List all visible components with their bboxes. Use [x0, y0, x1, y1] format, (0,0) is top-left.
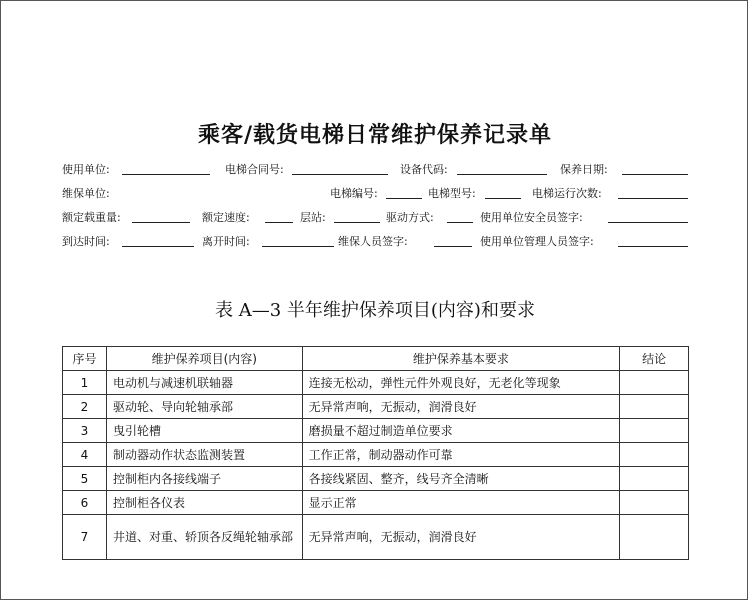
- field-label-contract-no: 电梯合同号:: [225, 163, 284, 176]
- field-label-elevator-model: 电梯型号:: [428, 187, 476, 200]
- header-requirement: 维护保养基本要求: [302, 347, 620, 371]
- row-no: 6: [63, 491, 107, 515]
- row-no: 2: [63, 395, 107, 419]
- blank-contract-no: [292, 162, 388, 175]
- blank-drive-type: [447, 210, 473, 223]
- row-result[interactable]: [620, 419, 689, 443]
- field-label-elevator-no: 电梯编号:: [330, 187, 378, 200]
- row-item: 井道、对重、轿顶各反绳轮轴承部: [106, 515, 302, 560]
- table-header-row: [63, 347, 689, 371]
- field-label-device-code: 设备代码:: [400, 163, 448, 176]
- blank-maint-date: [622, 162, 688, 175]
- document-title: 乘客/载货电梯日常维护保养记录单: [197, 122, 553, 148]
- row-no: 7: [63, 515, 107, 560]
- table-row: [63, 371, 689, 395]
- blank-user-unit: [122, 162, 210, 175]
- row-item: 控制柜内各接线端子: [106, 467, 302, 491]
- field-label-maint-date: 保养日期:: [560, 163, 608, 176]
- row-requirement: 无异常声响，无振动，润滑良好: [302, 515, 620, 560]
- field-label-departure-time: 离开时间:: [202, 235, 250, 248]
- row-requirement: 显示正常: [302, 491, 620, 515]
- row-item: 曳引轮槽: [106, 419, 302, 443]
- field-label-maint-unit: 维保单位:: [62, 187, 110, 200]
- table-caption: 表 A—3 半年维护保养项目(内容)和要求: [215, 300, 535, 321]
- blank-rated-load: [132, 210, 190, 223]
- header-row-2: [62, 186, 689, 202]
- blank-safety-officer-sign: [608, 210, 688, 223]
- row-result[interactable]: [620, 443, 689, 467]
- blank-device-code: [457, 162, 547, 175]
- field-label-rated-load: 额定载重量:: [62, 211, 121, 224]
- blank-run-count: [618, 186, 688, 199]
- field-label-manager-sign: 使用单位管理人员签字:: [480, 235, 594, 248]
- header-item: 维护保养项目(内容): [106, 347, 302, 371]
- field-label-run-count: 电梯运行次数:: [532, 187, 602, 200]
- table-row: [63, 443, 689, 467]
- row-requirement: 无异常声响，无振动，润滑良好: [302, 395, 620, 419]
- row-item: 制动器动作状态监测装置: [106, 443, 302, 467]
- row-no: 5: [63, 467, 107, 491]
- field-label-rated-speed: 额定速度:: [202, 211, 250, 224]
- table-row: [63, 395, 689, 419]
- blank-arrival-time: [122, 234, 194, 247]
- row-result[interactable]: [620, 467, 689, 491]
- maintenance-items-table: [62, 346, 689, 560]
- row-requirement: 各接线紧固、整齐，线号齐全清晰: [302, 467, 620, 491]
- blank-manager-sign: [618, 234, 688, 247]
- row-item: 电动机与减速机联轴器: [106, 371, 302, 395]
- field-label-floors: 层站:: [300, 211, 326, 224]
- header-row-4: [62, 234, 689, 250]
- field-label-safety-officer-sign: 使用单位安全员签字:: [480, 211, 583, 224]
- row-result[interactable]: [620, 395, 689, 419]
- row-item: 控制柜各仪表: [106, 491, 302, 515]
- blank-floors: [334, 210, 380, 223]
- row-no: 1: [63, 371, 107, 395]
- header-no: 序号: [63, 347, 107, 371]
- blank-maintainer-sign: [434, 234, 472, 247]
- row-no: 3: [63, 419, 107, 443]
- table-row: [63, 419, 689, 443]
- blank-rated-speed: [265, 210, 293, 223]
- row-requirement: 连接无松动，弹性元件外观良好，无老化等现象: [302, 371, 620, 395]
- blank-elevator-model: [485, 186, 521, 199]
- row-requirement: 工作正常，制动器动作可靠: [302, 443, 620, 467]
- field-label-user-unit: 使用单位:: [62, 163, 110, 176]
- field-label-arrival-time: 到达时间:: [62, 235, 110, 248]
- blank-elevator-no: [386, 186, 422, 199]
- row-requirement: 磨损量不超过制造单位要求: [302, 419, 620, 443]
- header-result: 结论: [620, 347, 689, 371]
- field-label-drive-type: 驱动方式:: [386, 211, 434, 224]
- row-result[interactable]: [620, 371, 689, 395]
- blank-departure-time: [262, 234, 334, 247]
- row-item: 驱动轮、导向轮轴承部: [106, 395, 302, 419]
- row-result[interactable]: [620, 491, 689, 515]
- field-label-maintainer-sign: 维保人员签字:: [338, 235, 408, 248]
- table-row: [63, 491, 689, 515]
- row-no: 4: [63, 443, 107, 467]
- table-row: [63, 467, 689, 491]
- header-row-1: [62, 162, 689, 178]
- header-row-3: [62, 210, 689, 226]
